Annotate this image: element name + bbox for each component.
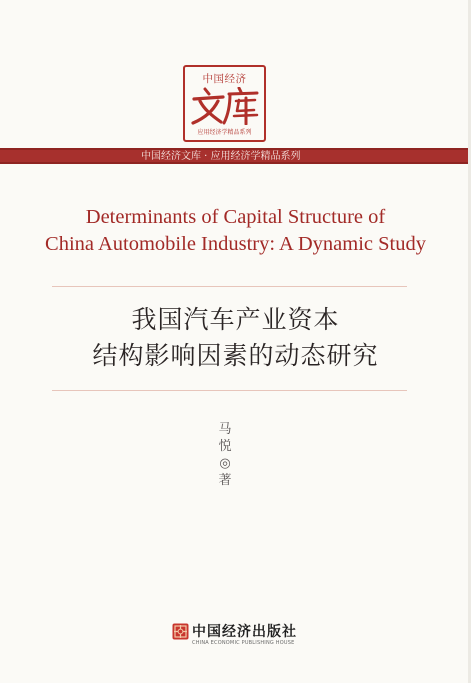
series-logo-bottom-text: 应用经济学精品系列: [197, 129, 252, 136]
english-title: [40, 204, 431, 258]
english-title-line-1: Determinants of Capital Structure of: [85, 206, 386, 228]
title-divider-bottom: [52, 390, 407, 391]
author-separator-mark: ◎: [219, 456, 231, 471]
publisher-name-zh: 中国经济出版社: [192, 624, 297, 640]
series-logo: [183, 65, 266, 142]
title-divider-top: [52, 286, 407, 287]
series-logo-top-text: 中国经济: [202, 73, 247, 85]
author-credit: [214, 421, 236, 489]
series-band: [0, 148, 471, 164]
author-role: 著: [218, 473, 232, 488]
chinese-title-line-1: 我国汽车产业资本: [131, 305, 340, 334]
english-title-line-2: China Automobile Industry: A Dynamic Study: [45, 233, 426, 255]
author-name-char-1: 马: [218, 422, 232, 437]
chinese-title: [40, 302, 431, 374]
chinese-title-line-2: 结构影响因素的动态研究: [92, 341, 379, 370]
series-logo-glyph: [191, 87, 260, 125]
series-band-text: 中国经济文库 · 应用经济学精品系列: [141, 151, 301, 162]
publisher-name-en: CHINA ECONOMIC PUBLISHING HOUSE: [192, 640, 295, 646]
author-name-char-2: 悦: [218, 439, 232, 454]
publisher-logo-icon: [172, 623, 189, 640]
